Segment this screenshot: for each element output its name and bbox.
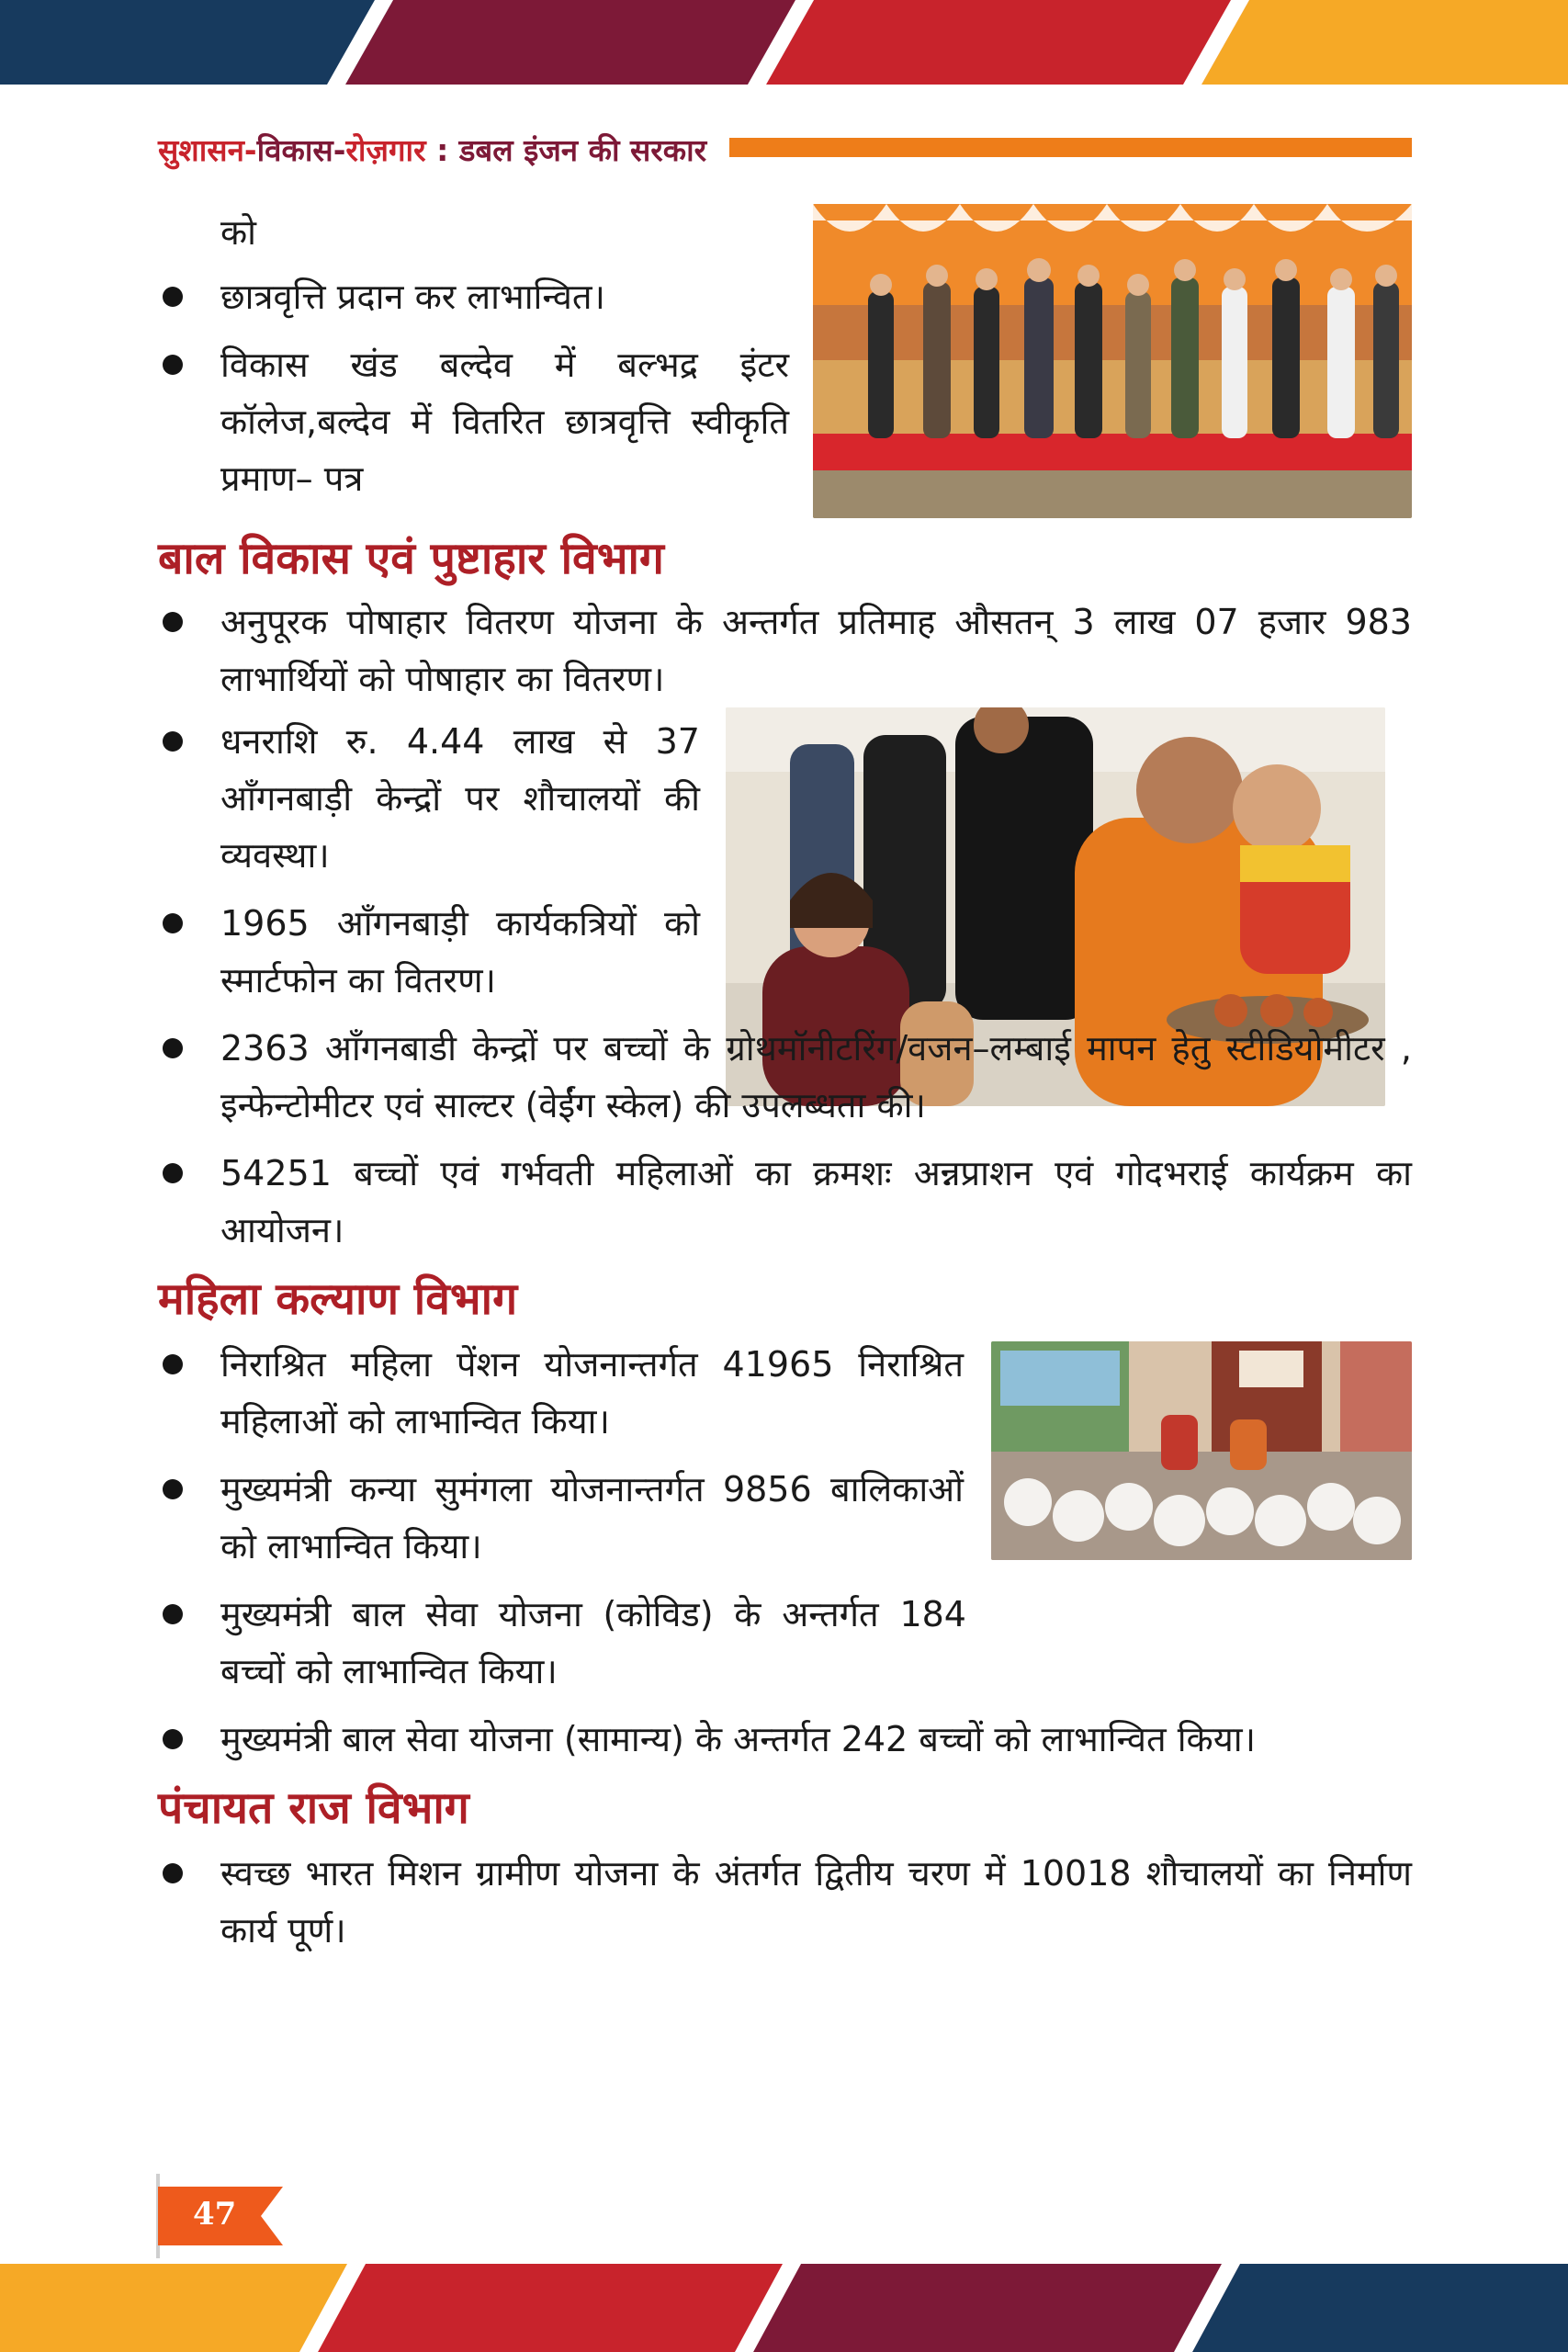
list-item: विकास खंड बल्देव में बल्भद्र इंटर कॉलेज,बल्देव में वितरित छात्रवृत्ति स्वीकृति प्रमाण– पत्र bbox=[158, 336, 1412, 507]
bullet-icon bbox=[163, 1354, 183, 1374]
list-item: स्वच्छ भारत मिशन ग्रामीण योजना के अंतर्गत द्वितीय चरण में 10018 शौचालयों का निर्माण कार्य पूर्ण। bbox=[158, 1845, 1412, 1959]
list-item: 2363 आँगनबाडी केन्द्रों पर बच्चों के ग्रोथमॉनीटरिंग/वजन–लम्बाई मापन हेतु स्टीडियोमीटर , इन्फेन्टोमीटर एवं साल्टर (वेईंग स्केल) की उपलब्धता की। bbox=[158, 1020, 1412, 1134]
bullet-icon bbox=[163, 287, 183, 307]
section-heading: पंचायत राज विभाग bbox=[158, 1782, 469, 1834]
running-header bbox=[158, 123, 1412, 175]
page-number: 47 bbox=[193, 2196, 237, 2233]
list-item: 1965 आँगनबाड़ी कार्यकत्रियों को स्मार्टफोन का वितरण। bbox=[158, 895, 700, 1009]
list-item: धनराशि रु. 4.44 लाख से 37 आँगनबाड़ी केन्द्रों पर शौचालयों की व्यवस्था। bbox=[158, 713, 700, 884]
bullet-icon bbox=[163, 1604, 183, 1624]
bottom-color-band bbox=[0, 2264, 1568, 2352]
header-title: सुशासन-विकास-रोज़गार : डबल इंजन की सरकार bbox=[158, 132, 707, 168]
list-item: 54251 बच्चों एवं गर्भवती महिलाओं का क्रमशः अन्नप्राशन एवं गोदभराई कार्यक्रम का आयोजन। bbox=[158, 1145, 1412, 1259]
page-number-tab bbox=[158, 2187, 283, 2245]
bullet-icon bbox=[163, 731, 183, 752]
bullet-icon bbox=[163, 913, 183, 933]
list-item: अनुपूरक पोषाहार वितरण योजना के अन्तर्गत प्रतिमाह औसतन् 3 लाख 07 हजार 983 लाभार्थियों को पोषाहार का वितरण। bbox=[158, 594, 1412, 707]
bullet-icon bbox=[163, 355, 183, 375]
section-heading: महिला कल्याण विभाग bbox=[158, 1273, 518, 1325]
bullet-icon bbox=[163, 1863, 183, 1883]
list-item: छात्रवृत्ति प्रदान कर लाभान्वित। bbox=[158, 268, 1412, 325]
list-item: मुख्यमंत्री बाल सेवा योजना (सामान्य) के अन्तर्गत 242 बच्चों को लाभान्वित किया। bbox=[158, 1711, 1412, 1768]
bullet-icon bbox=[163, 612, 183, 632]
bullet-icon bbox=[163, 1729, 183, 1749]
list-item: मुख्यमंत्री कन्या सुमंगला योजनान्तर्गत 9856 बालिकाओं को लाभान्वित किया। bbox=[158, 1461, 1412, 1575]
section-heading: बाल विकास एवं पुष्टाहार विभाग bbox=[158, 533, 664, 584]
bullet-icon bbox=[163, 1163, 183, 1183]
header-rule bbox=[729, 138, 1412, 157]
top-color-band bbox=[0, 0, 1568, 85]
list-item: मुख्यमंत्री बाल सेवा योजना (कोविड) के अन्तर्गत 184 बच्चों को लाभान्वित किया। bbox=[158, 1586, 966, 1700]
page-content bbox=[158, 204, 1412, 1970]
continued-text: को bbox=[220, 212, 257, 253]
bullet-icon bbox=[163, 1479, 183, 1499]
bullet-icon bbox=[163, 1038, 183, 1058]
list-item: निराश्रित महिला पेंशन योजनान्तर्गत 41965 निराश्रित महिलाओं को लाभान्वित किया। bbox=[158, 1336, 1412, 1450]
